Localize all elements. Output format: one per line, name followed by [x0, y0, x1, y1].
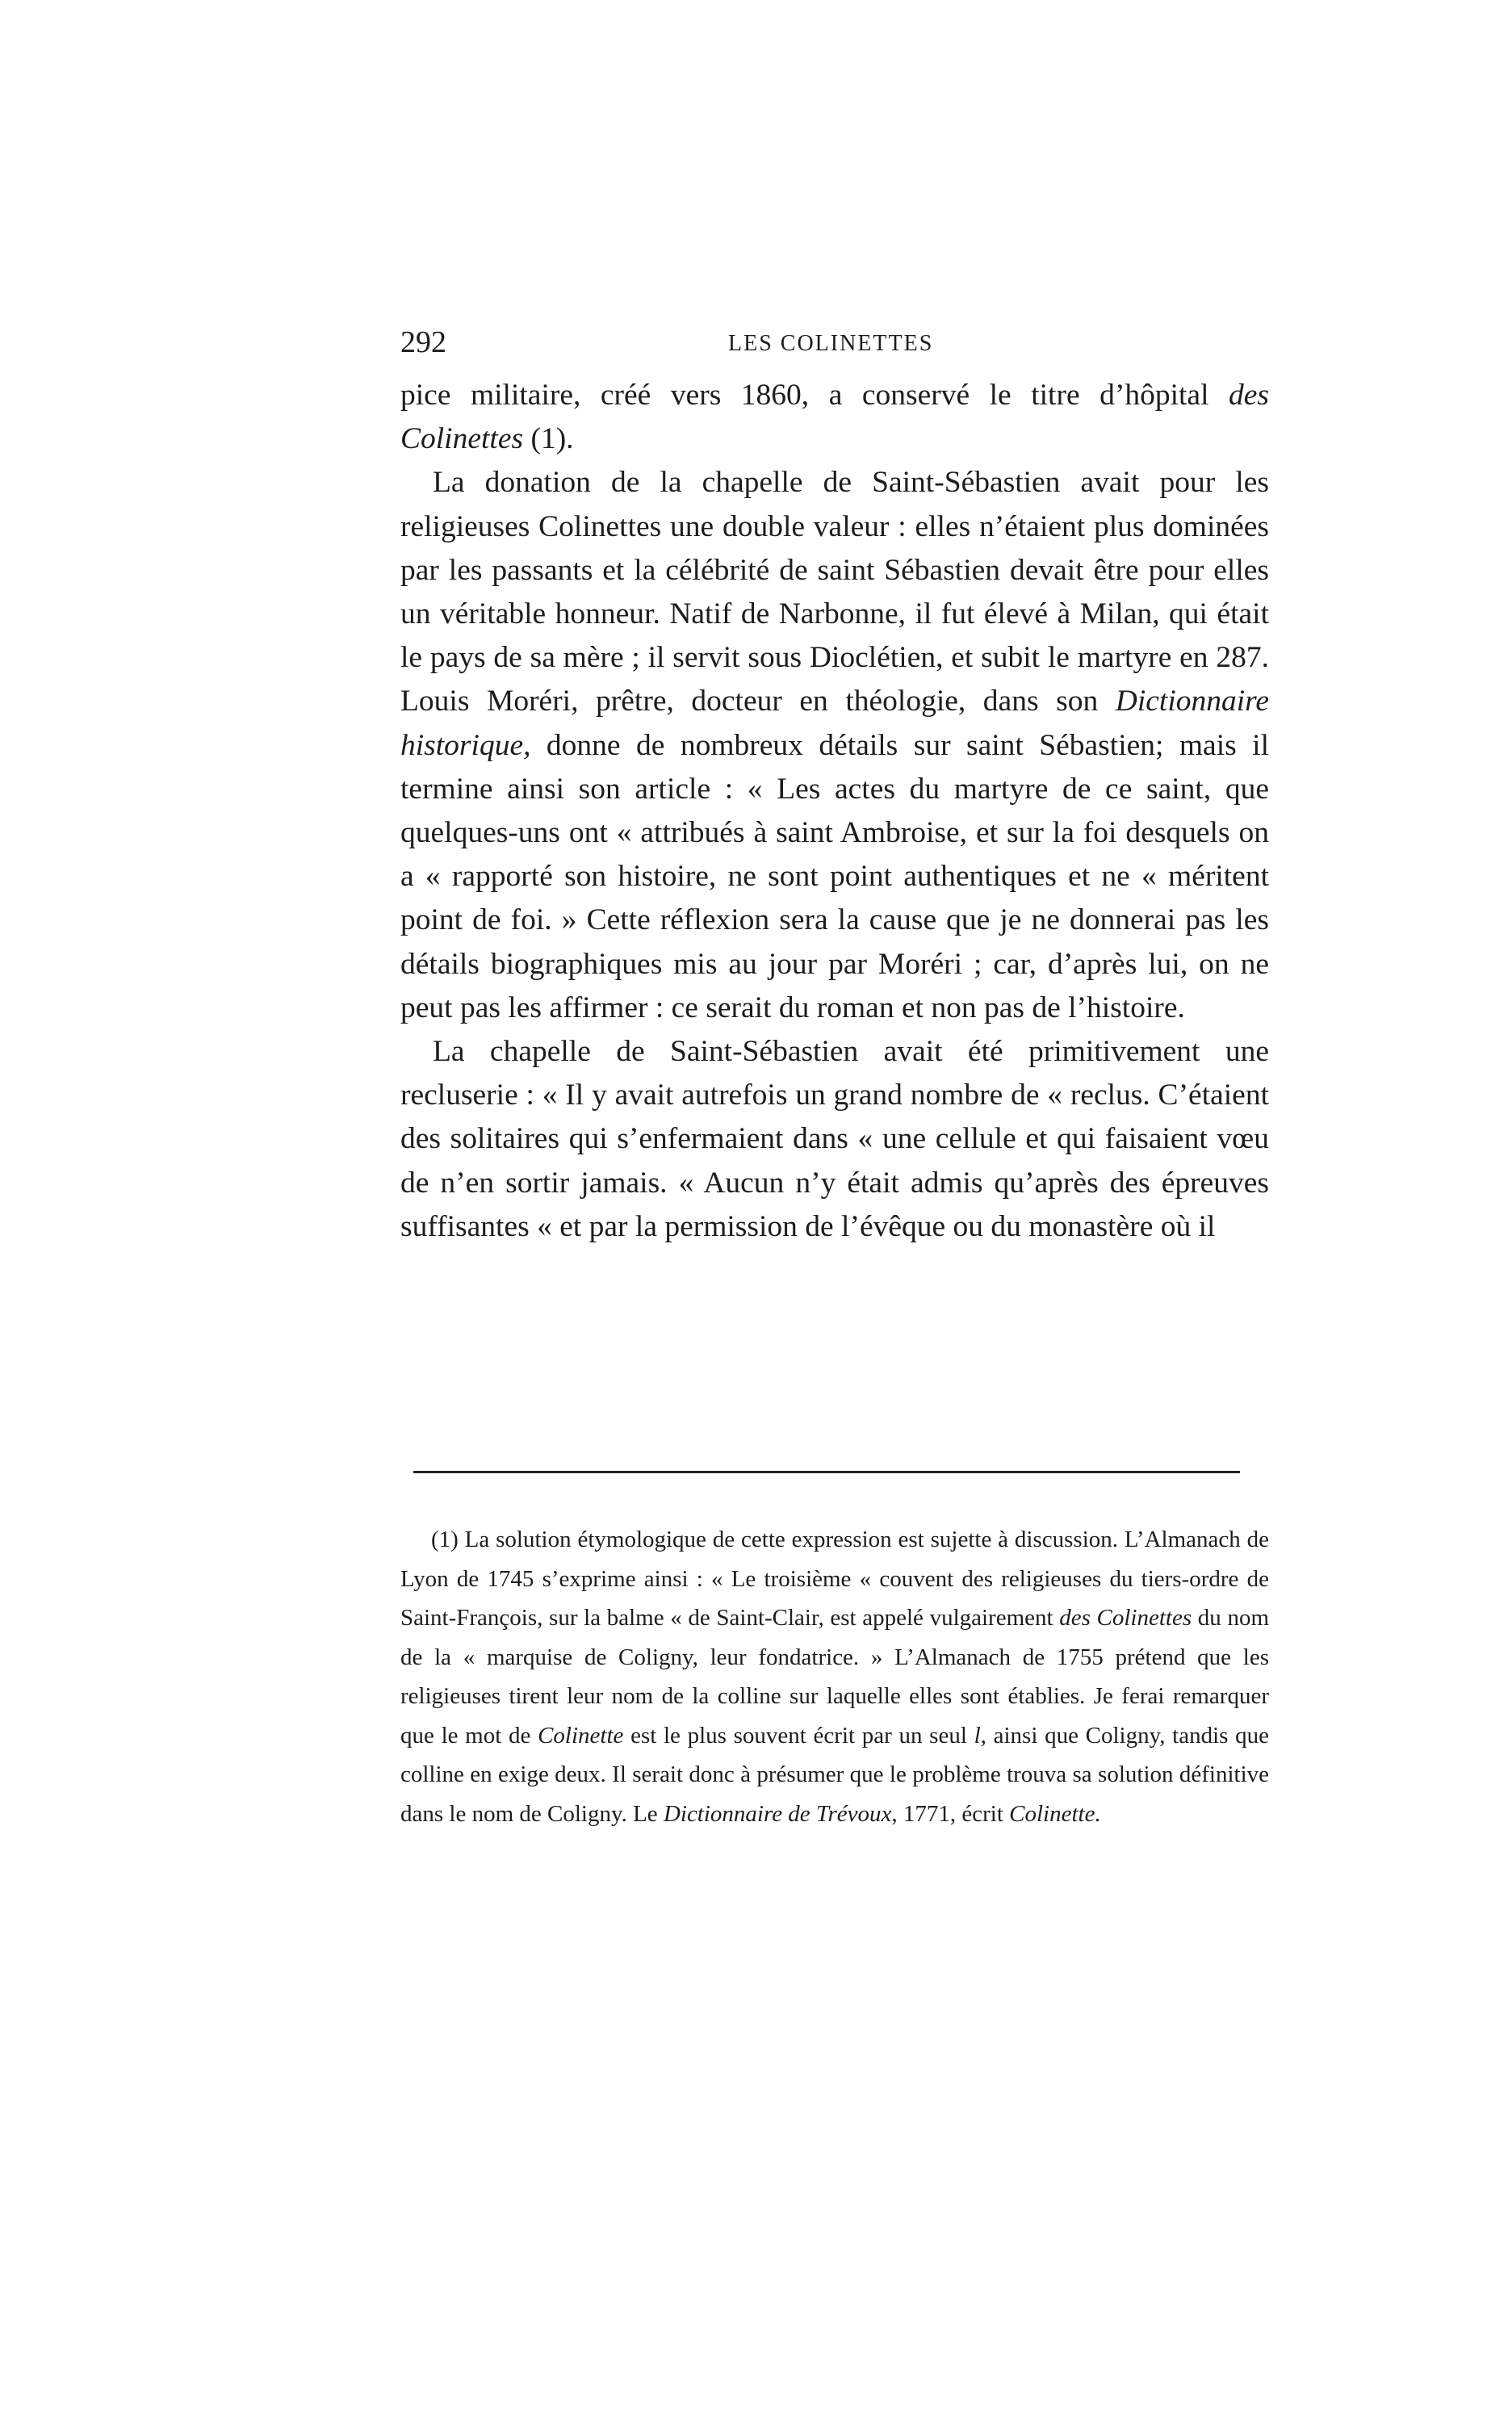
page-number: 292 — [400, 325, 446, 359]
paragraph-recluserie: La chapelle de Saint-Sébastien avait été primitivement une recluserie : « Il y avait autrefois un grand nombre de « reclus. C’étaient des solitaires qui s’enfermaient dans « une cellule et qui faisaient vœu de n’en sortir jamais. « Aucun n’y était admis qu’après des épreuves suffisantes « et par la permission de l’évêque ou du monastère où il — [400, 1035, 1269, 1243]
footnote-rule — [413, 1471, 1240, 1473]
footnote: (1) La solution étymologique de cette expression est sujette à discussion. L’Almanach de Lyon de 1745 s’exprime ainsi : « Le troisième « couvent des religieuses du tiers-ordre de Saint-François, sur la balme « de Saint-Clair, est appelé vulgairement des Colinettes du nom de la « marquise de Coligny, leur fondatrice. » L’Almanach de 1755 prétend que les religieuses tirent leur nom de la colline sur laquelle elles sont établies. Je ferai remarquer que le mot de Colinette est le plus souvent écrit par un seul l, ainsi que Coligny, tandis que colline en exige deux. Il serait donc à présumer que le problème trouva sa solution définitive dans le nom de Coligny. Le Dictionnaire de Trévoux, 1771, écrit Colinette. — [400, 1527, 1269, 1827]
paragraph-continuation: pice militaire, créé vers 1860, a conservé le titre d’hôpital des Colinettes (1). — [400, 379, 1269, 456]
running-title: LES COLINETTES — [728, 331, 934, 356]
running-head — [400, 323, 1272, 362]
body-text — [400, 374, 1269, 1249]
paragraph-donation: La donation de la chapelle de Saint-Sébastien avait pour les religieuses Colinettes une double valeur : elles n’étaient plus dominées par les passants et la célébrité de saint Sébastien devait être pour elles un véritable honneur. Natif de Narbonne, il fut élevé à Milan, qui était le pays de sa mère ; il servit sous Dioclétien, et subit le martyre en 287. Louis Moréri, prêtre, docteur en théologie, dans son Dictionnaire historique, donne de nombreux détails sur saint Sébastien; mais il termine ainsi son article : « Les actes du martyre de ce saint, que quelques-uns ont « attribués à saint Ambroise, et sur la foi desquels on a « rapporté son histoire, ne sont point authentiques et ne « méritent point de foi. » Cette réflexion sera la cause que je ne donnerai pas les détails biographiques mis au jour par Moréri ; car, d’après lui, on ne peut pas les affirmer : ce serait du roman et non pas de l’histoire. — [400, 466, 1269, 1024]
